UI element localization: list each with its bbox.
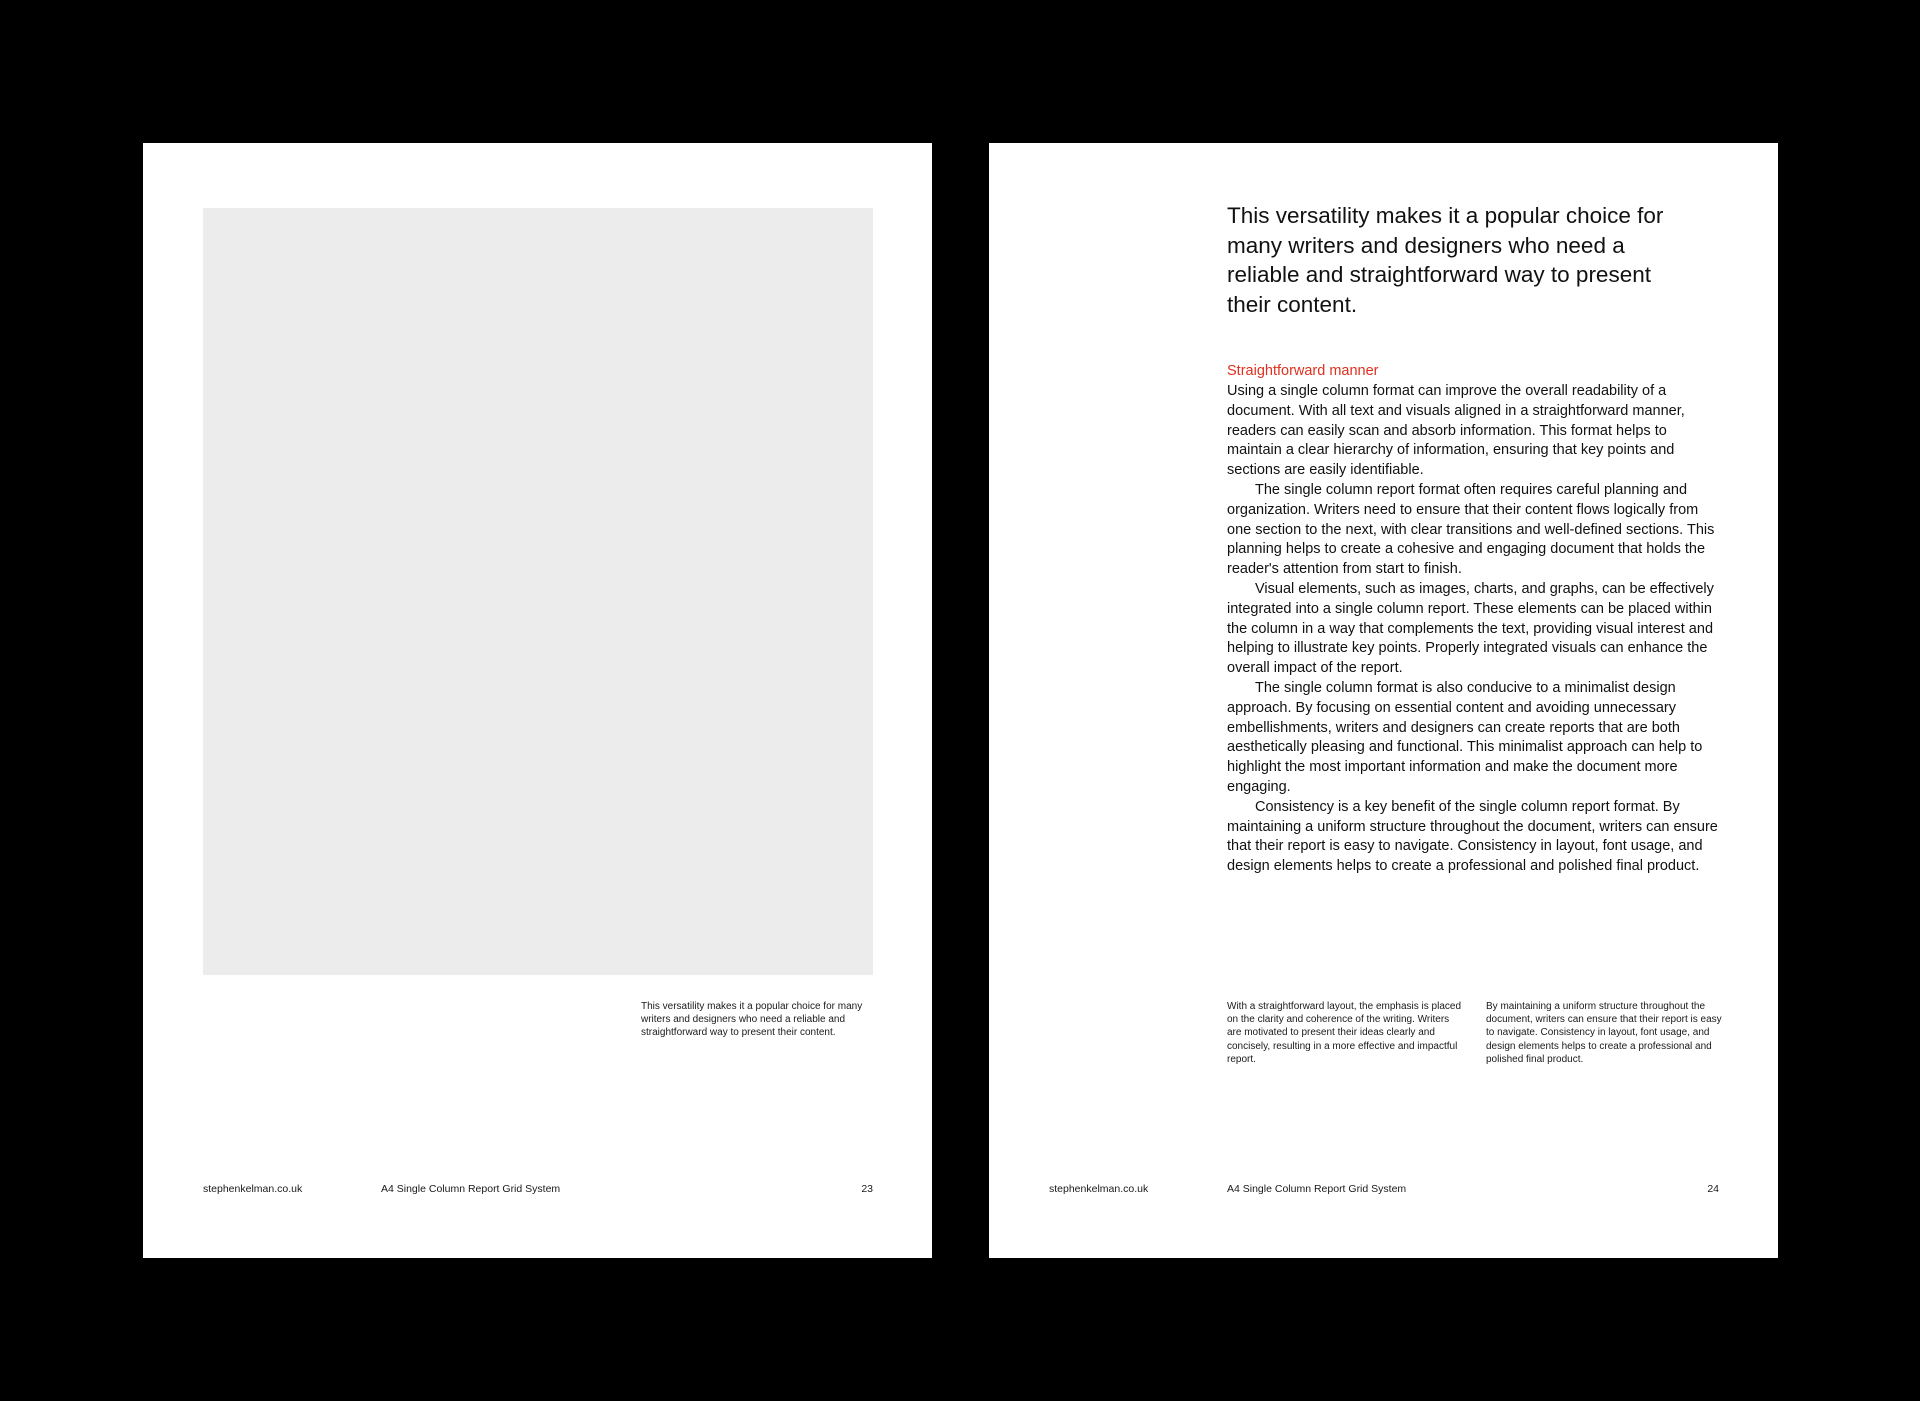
- section-heading: Straightforward manner: [1227, 363, 1379, 379]
- side-note-left: With a straightforward layout, the emphasis is placed on the clarity and coherence of the writing. Writers are motivated to present their ideas clearly and concisely, resulting in a more effective and impactful report.: [1227, 1001, 1461, 1065]
- image-caption: This versatility makes it a popular choice for many writers and designers who need a reliable and straightforward way to present their content.: [641, 1001, 863, 1039]
- footer-site: stephenkelman.co.uk: [203, 1183, 303, 1195]
- footer-title: A4 Single Column Report Grid System: [381, 1183, 561, 1195]
- body-paragraph: Using a single column format can improve the overall readability of a document. With all text and visuals aligned in a straightforward manner, readers can easily scan and absorb information. This format helps to maintain a clear hierarchy of information, ensuring that key points and sections are easily identifiable.: [1227, 383, 1685, 479]
- lead-quote: This versatility makes it a popular choice for many writers and designers who need a reliable and straightforward way to present their content.: [1227, 203, 1664, 318]
- footer-page-number: 24: [1707, 1183, 1719, 1195]
- page-left: [143, 143, 932, 1258]
- body-paragraph: Visual elements, such as images, charts, and graphs, can be effectively integrated into a single column report. These elements can be placed within the column in a way that complements the text, providing visual interest and helping to illustrate key points. Properly integrated visuals can enhance the overall impact of the report.: [1227, 580, 1714, 677]
- footer-title: A4 Single Column Report Grid System: [1227, 1183, 1407, 1195]
- body-paragraph: The single column format is also conducive to a minimalist design approach. By focusing on essential content and avoiding unnecessary embellishments, writers and designers can create reports that are both aesthetically pleasing and functional. This minimalist approach can help to highlight the most important information and make the document more engaging.: [1227, 679, 1703, 795]
- image-placeholder: [203, 208, 873, 975]
- footer-page-number: 23: [861, 1183, 873, 1195]
- side-note-right: By maintaining a uniform structure throughout the document, writers can ensure that their report is easy to navigate. Consistency in layout, font usage, and design elements helps to create a professional and polished final product.: [1486, 1001, 1722, 1065]
- footer-site: stephenkelman.co.uk: [1049, 1183, 1149, 1195]
- body-text: [1227, 382, 1722, 877]
- page-right: [989, 143, 1778, 1258]
- body-paragraph: Consistency is a key benefit of the single column report format. By maintaining a uniform structure throughout the document, writers can ensure that their report is easy to navigate. Consistency in layout, font usage, and design elements helps to create a professional and polished final product.: [1227, 798, 1718, 875]
- body-paragraph: The single column report format often requires careful planning and organization. Writers need to ensure that their content flows logically from one section to the next, with clear transitions and well-defined sections. This planning helps to create a cohesive and engaging document that holds the reader's attention from start to finish.: [1227, 481, 1715, 578]
